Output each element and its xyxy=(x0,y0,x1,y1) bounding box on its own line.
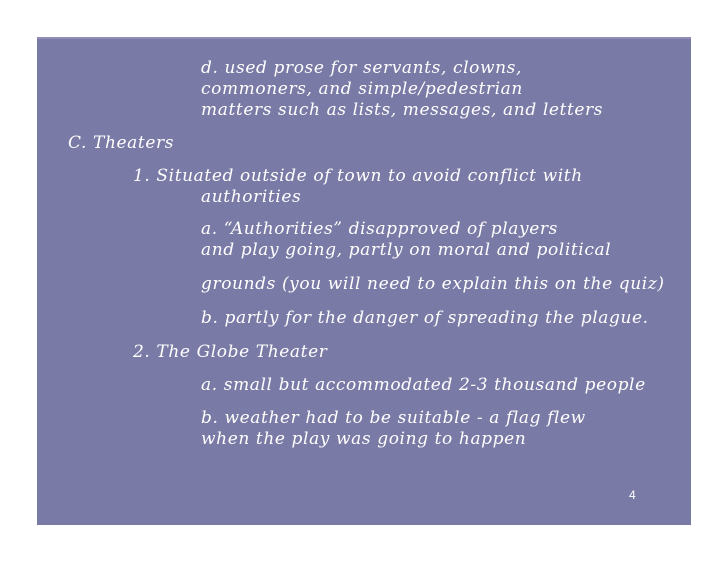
text-line: a. small but accommodated 2-3 thousand people xyxy=(201,375,646,395)
text-line: and play going, partly on moral and political xyxy=(201,240,612,260)
text-line: authorities xyxy=(201,187,302,207)
page-number: 4 xyxy=(629,488,636,502)
text-line: when the play was going to happen xyxy=(201,429,527,449)
text-line: grounds (you will need to explain this on the quiz) xyxy=(201,274,665,294)
text-line: d. used prose for servants, clowns, xyxy=(201,58,522,78)
text-line: 1. Situated outside of town to avoid conflict with xyxy=(133,166,583,186)
section-heading: C. Theaters xyxy=(68,133,175,153)
text-line: b. weather had to be suitable - a flag flew xyxy=(201,408,586,428)
text-line: 2. The Globe Theater xyxy=(133,342,328,362)
text-line: b. partly for the danger of spreading the plague. xyxy=(201,308,649,328)
slide xyxy=(37,37,691,525)
text-line: a. “Authorities” disapproved of players xyxy=(201,219,558,239)
text-line: commoners, and simple/pedestrian xyxy=(201,79,523,99)
text-line: matters such as lists, messages, and letters xyxy=(201,100,604,120)
